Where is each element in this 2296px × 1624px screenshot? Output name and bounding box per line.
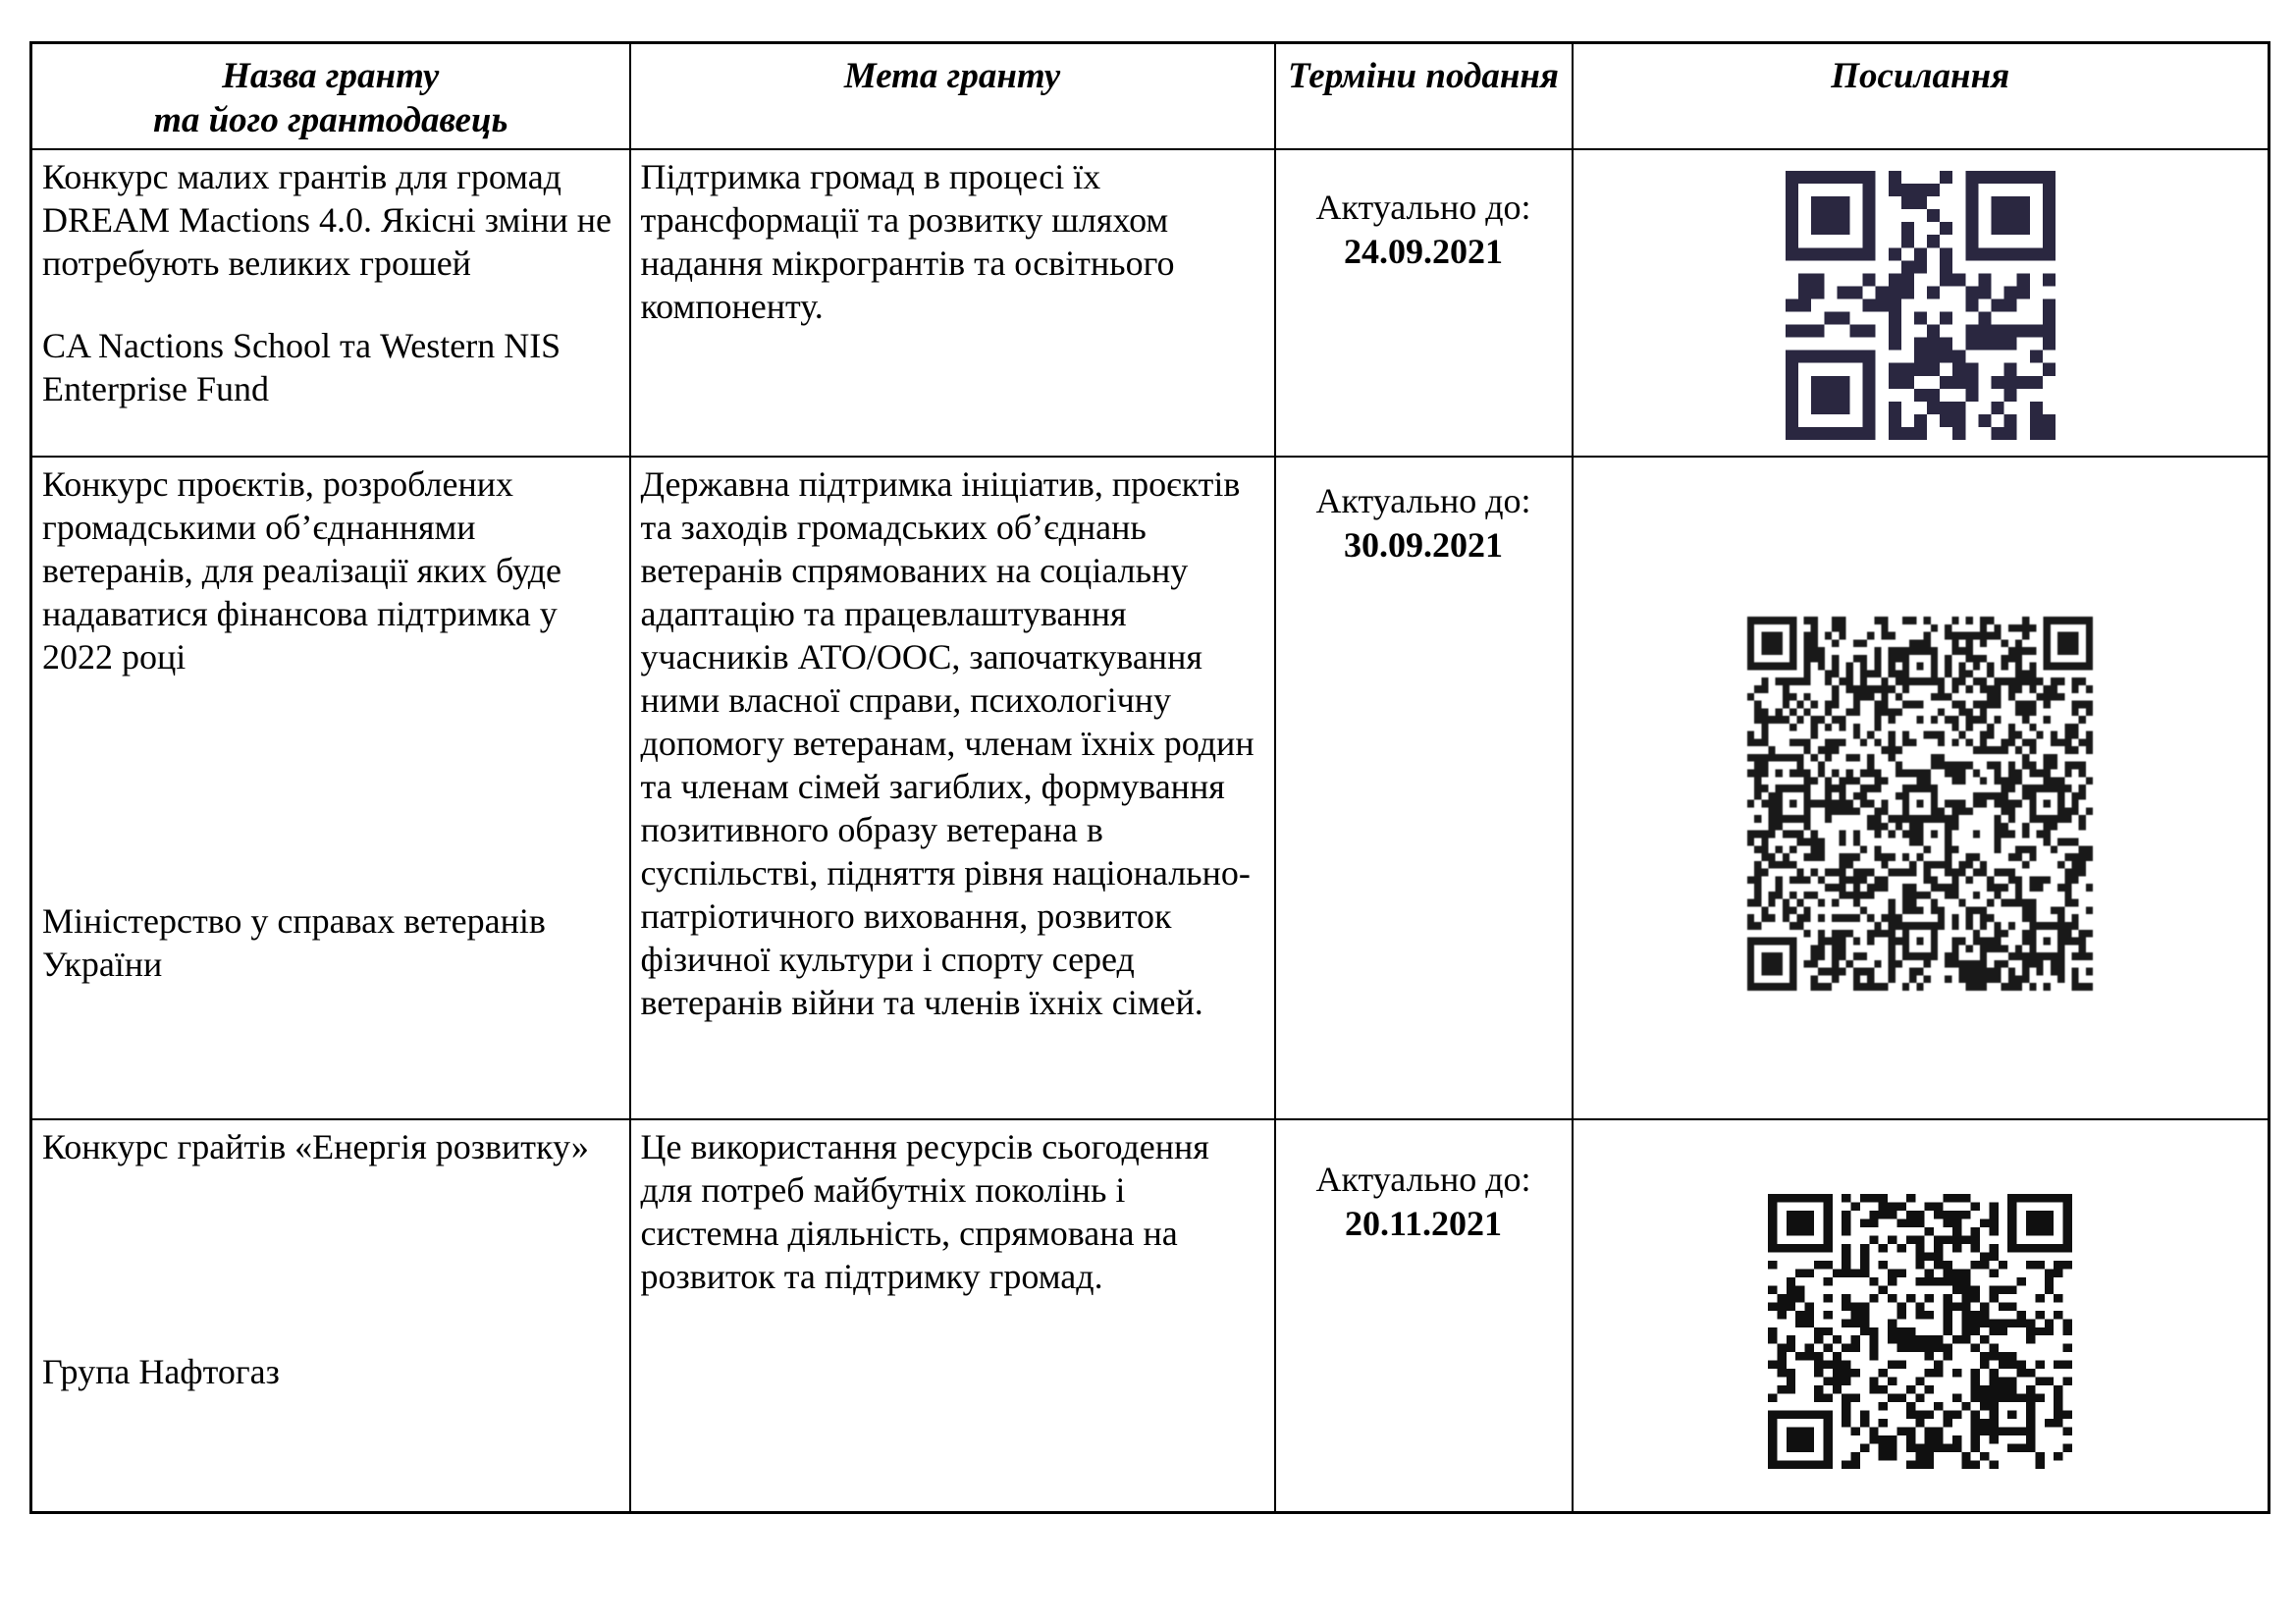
column-header-link: Посилання [1573, 43, 2269, 150]
purpose-text: Це використання ресурсів сьогодення для потреб майбутніх поколінь і системна діяльність, спрямована на розвиток та підтримку громад. [640, 1127, 1209, 1297]
table-row [31, 1119, 2269, 1512]
deadline-date: 24.09.2021 [1344, 232, 1503, 272]
grantor-text: Група Нафтогаз [42, 1352, 280, 1392]
deadline-label: Актуально до: [1315, 481, 1531, 521]
deadline-cell [1275, 149, 1573, 457]
grant-name-cell [31, 457, 630, 1119]
table-row [31, 457, 2269, 1119]
header-line: та його грантодавець [153, 100, 508, 141]
purpose-text: Підтримка громад в процесі їх трансформації та розвитку шляхом надання мікрогрантів та освітнього компоненту. [640, 157, 1175, 327]
grant-name-text: Конкурс грайтів «Енергія розвитку» [42, 1127, 589, 1167]
deadline-label: Актуально до: [1315, 188, 1531, 228]
deadline-date: 20.11.2021 [1344, 1204, 1502, 1244]
purpose-text: Державна підтримка ініціатив, проєктів та заходів громадських об’єднань ветеранів спрямованих на соціальну адаптацію та працевлаштування учасників АТО/ООС, започаткування ними власної справи, психологічну допомогу ветеранам, членам їхніх родин та членам сімей загиблих, формування позитивного образу ветерана в суспільстві, підняття рівня національно-патріотичного виховання, розвиток фізичної культури і спорту серед ветеранів війни та членів їхніх сімей. [640, 464, 1255, 1023]
link-cell [1573, 1119, 2269, 1512]
grantor-text: CA Nactions School та Western NIS Enterprise Fund [42, 326, 561, 409]
deadline-date: 30.09.2021 [1344, 525, 1503, 566]
qr-code [1786, 171, 2056, 440]
grant-name-cell [31, 149, 630, 457]
grant-name-text: Конкурс малих грантів для громад DREAM Mactions 4.0. Якісні зміни не потребують великих грошей [42, 157, 613, 284]
grant-purpose-cell [630, 1119, 1275, 1512]
qr-code [1768, 1194, 2072, 1469]
table-row [31, 149, 2269, 457]
qr-code [1747, 617, 2093, 991]
column-header-deadline: Терміни подання [1275, 43, 1573, 150]
link-cell [1573, 457, 2269, 1119]
column-header-grant-name [31, 43, 630, 150]
grantor-text: Міністерство у справах ветеранів України [42, 901, 546, 985]
column-header-purpose: Мета гранту [630, 43, 1275, 150]
grants-table [29, 41, 2270, 1514]
grant-purpose-cell [630, 457, 1275, 1119]
header-line: Назва гранту [222, 56, 440, 96]
link-cell [1573, 149, 2269, 457]
grant-purpose-cell [630, 149, 1275, 457]
grant-name-cell [31, 1119, 630, 1512]
deadline-label: Актуально до: [1315, 1160, 1531, 1200]
header-row [31, 43, 2269, 150]
grant-name-text: Конкурс проєктів, розроблених громадськими об’єднаннями ветеранів, для реалізації яких буде надаватися фінансова підтримка у 2022 році [42, 464, 561, 677]
deadline-cell [1275, 457, 1573, 1119]
deadline-cell [1275, 1119, 1573, 1512]
